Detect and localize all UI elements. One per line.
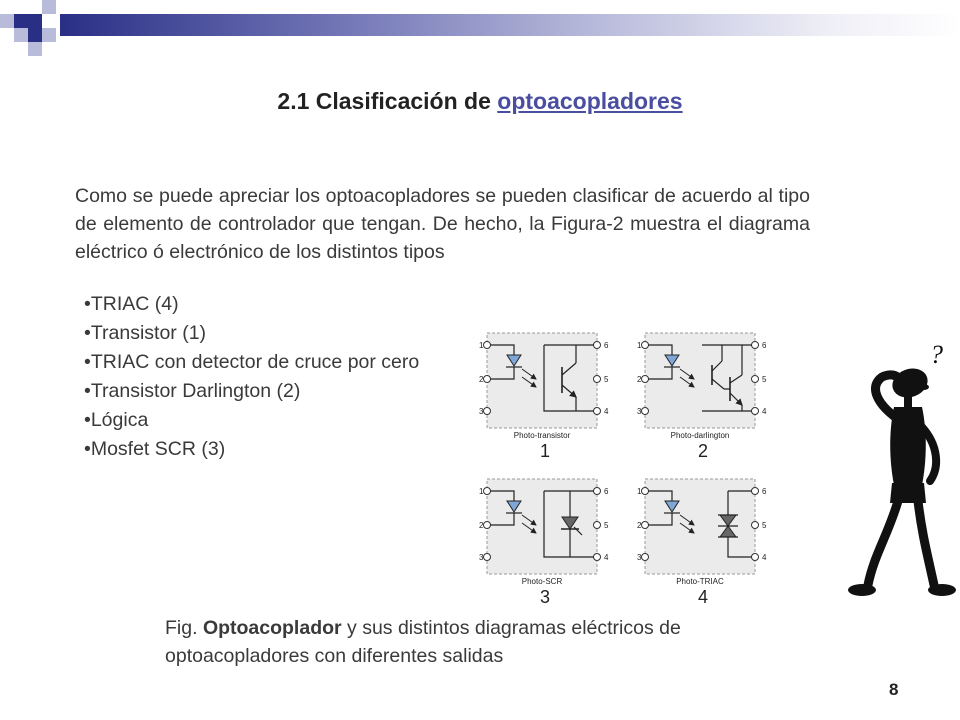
- panel-number: 4: [697, 587, 709, 607]
- panel-photo-darlington: [642, 333, 759, 461]
- pin-label: 3: [479, 553, 484, 562]
- pin-label: 1: [479, 341, 484, 350]
- header-gradient-band: [60, 14, 960, 36]
- decor-square: [14, 14, 28, 28]
- list-item: •TRIAC con detector de cruce por cero: [84, 351, 420, 373]
- pin-label: 4: [762, 407, 767, 416]
- pin-label: 2: [479, 521, 484, 530]
- pin-label: 2: [479, 375, 484, 384]
- pin-label: 1: [637, 341, 642, 350]
- decor-square: [28, 42, 42, 56]
- pin-label: 2: [637, 375, 642, 384]
- thinking-figure-illustration: [838, 335, 960, 605]
- panel-photo-transistor: [484, 333, 601, 461]
- pin-label: 5: [604, 375, 609, 384]
- panel-label: Photo-darlington: [670, 431, 730, 440]
- pin-label: 6: [604, 487, 609, 496]
- decor-square: [28, 14, 42, 28]
- list-item: •Lógica: [84, 409, 149, 431]
- pin-label: 3: [637, 407, 642, 416]
- page-number: 8: [889, 680, 899, 699]
- panel-number: 1: [539, 441, 551, 461]
- pin-label: 4: [604, 553, 609, 562]
- pin-label: 1: [637, 487, 642, 496]
- pin-label: 2: [637, 521, 642, 530]
- title-text: 2.1 Clasificación de: [277, 88, 498, 114]
- title-link[interactable]: optoacopladores: [497, 88, 683, 114]
- header-decoration: [0, 0, 960, 50]
- decor-square: [14, 0, 28, 14]
- pin-label: 6: [604, 341, 609, 350]
- panel-photo-scr: [484, 479, 601, 607]
- bullet-list: [84, 290, 454, 464]
- question-mark-icon: ?: [930, 340, 943, 369]
- slide-title: [0, 88, 960, 115]
- decor-square: [14, 28, 28, 42]
- list-item: •Transistor Darlington (2): [84, 380, 301, 402]
- decor-square: [28, 28, 42, 42]
- figure-caption: [165, 614, 785, 670]
- pin-label: 4: [762, 553, 767, 562]
- decor-square: [42, 28, 56, 42]
- decor-square: [42, 0, 56, 14]
- panel-number: 3: [539, 587, 551, 607]
- intro-paragraph: Como se puede apreciar los optoacopladores se pueden clasificar de acuerdo al tipo de elemento de controlador que tengan. De hecho, la Figura-2 muestra el diagrama eléctrico ó electrónico de los distintos tipos: [75, 185, 810, 263]
- pin-label: 4: [604, 407, 609, 416]
- panel-label: Photo-TRIAC: [676, 577, 724, 586]
- pin-label: 3: [637, 553, 642, 562]
- pin-label: 5: [762, 521, 767, 530]
- pin-label: 5: [762, 375, 767, 384]
- caption-prefix: Fig.: [165, 617, 203, 639]
- decor-square: [0, 14, 14, 28]
- panel-label: Photo-transistor: [513, 431, 571, 440]
- caption-rest: y sus distintos diagramas eléctricos de optoacopladores con diferentes salidas: [165, 617, 681, 667]
- pin-label: 6: [762, 341, 767, 350]
- panel-number: 2: [697, 441, 709, 461]
- list-item: •Mosfet SCR (3): [84, 438, 226, 460]
- pin-label: 6: [762, 487, 767, 496]
- panel-label: Photo-SCR: [521, 577, 563, 586]
- panel-photo-triac: [642, 479, 759, 607]
- pin-label: 5: [604, 521, 609, 530]
- caption-bold: Optoacoplador: [202, 617, 342, 639]
- pin-label: 1: [479, 487, 484, 496]
- optocoupler-diagrams: [470, 325, 790, 610]
- list-item: •Transistor (1): [84, 322, 207, 344]
- list-item: •TRIAC (4): [84, 293, 179, 315]
- pin-label: 3: [479, 407, 484, 416]
